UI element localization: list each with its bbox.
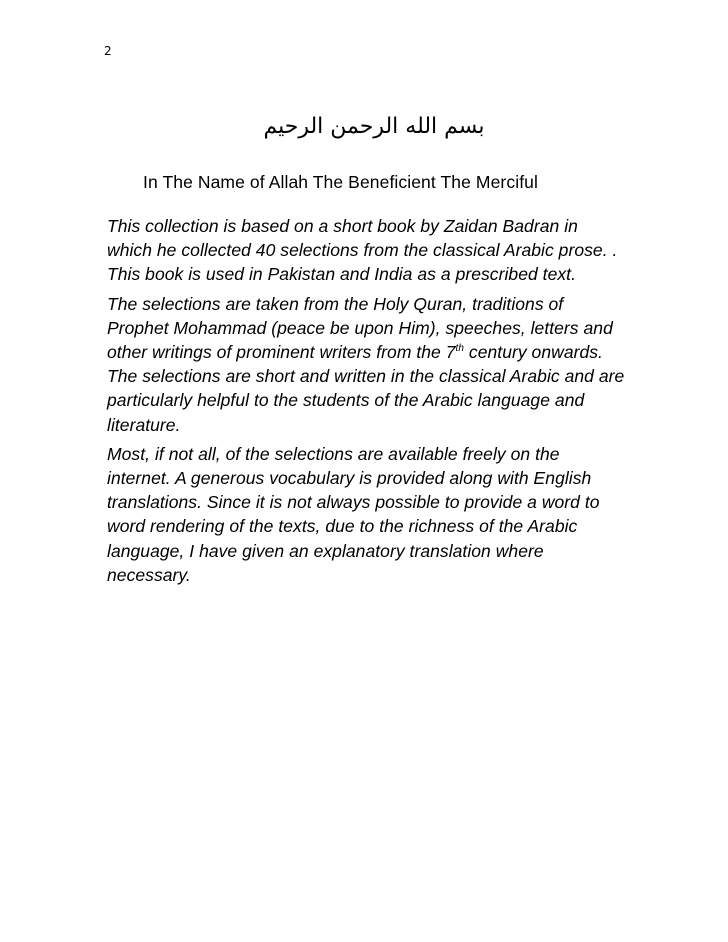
paragraph-selections-text-end: century onwards. The selections are short and written in the classical Arabic and are particularly helpful to the students of the Arabic language and literature. bbox=[107, 342, 625, 435]
arabic-invocation: بسم الله الرحمن الرحيم bbox=[263, 114, 485, 139]
paragraph-selections-text-start: The selections are taken from the Holy Quran, traditions of Prophet Mohammad (peace be upon Him), speeches, letters and other writings of prominent writers from the 7 bbox=[107, 293, 613, 363]
paragraph-selections bbox=[107, 292, 627, 437]
page-number: 2 bbox=[104, 44, 112, 58]
paragraph-availability: Most, if not all, of the selections are available freely on the internet. A generous vocabulary is provided along with English translations. Since it is not always possible to provide a word to word rendering of the texts, due to the richness of the Arabic language, I have given an explanatory translation where necessary. bbox=[107, 443, 600, 585]
paragraph-intro: This collection is based on a short book by Zaidan Badran in which he collected 40 selections from the classical Arabic prose. . This book is used in Pakistan and India as a prescribed text. bbox=[107, 216, 618, 285]
document-body bbox=[107, 214, 627, 592]
ordinal-superscript: th bbox=[455, 343, 464, 355]
english-invocation: In The Name of Allah The Beneficient The Merciful bbox=[143, 172, 538, 192]
